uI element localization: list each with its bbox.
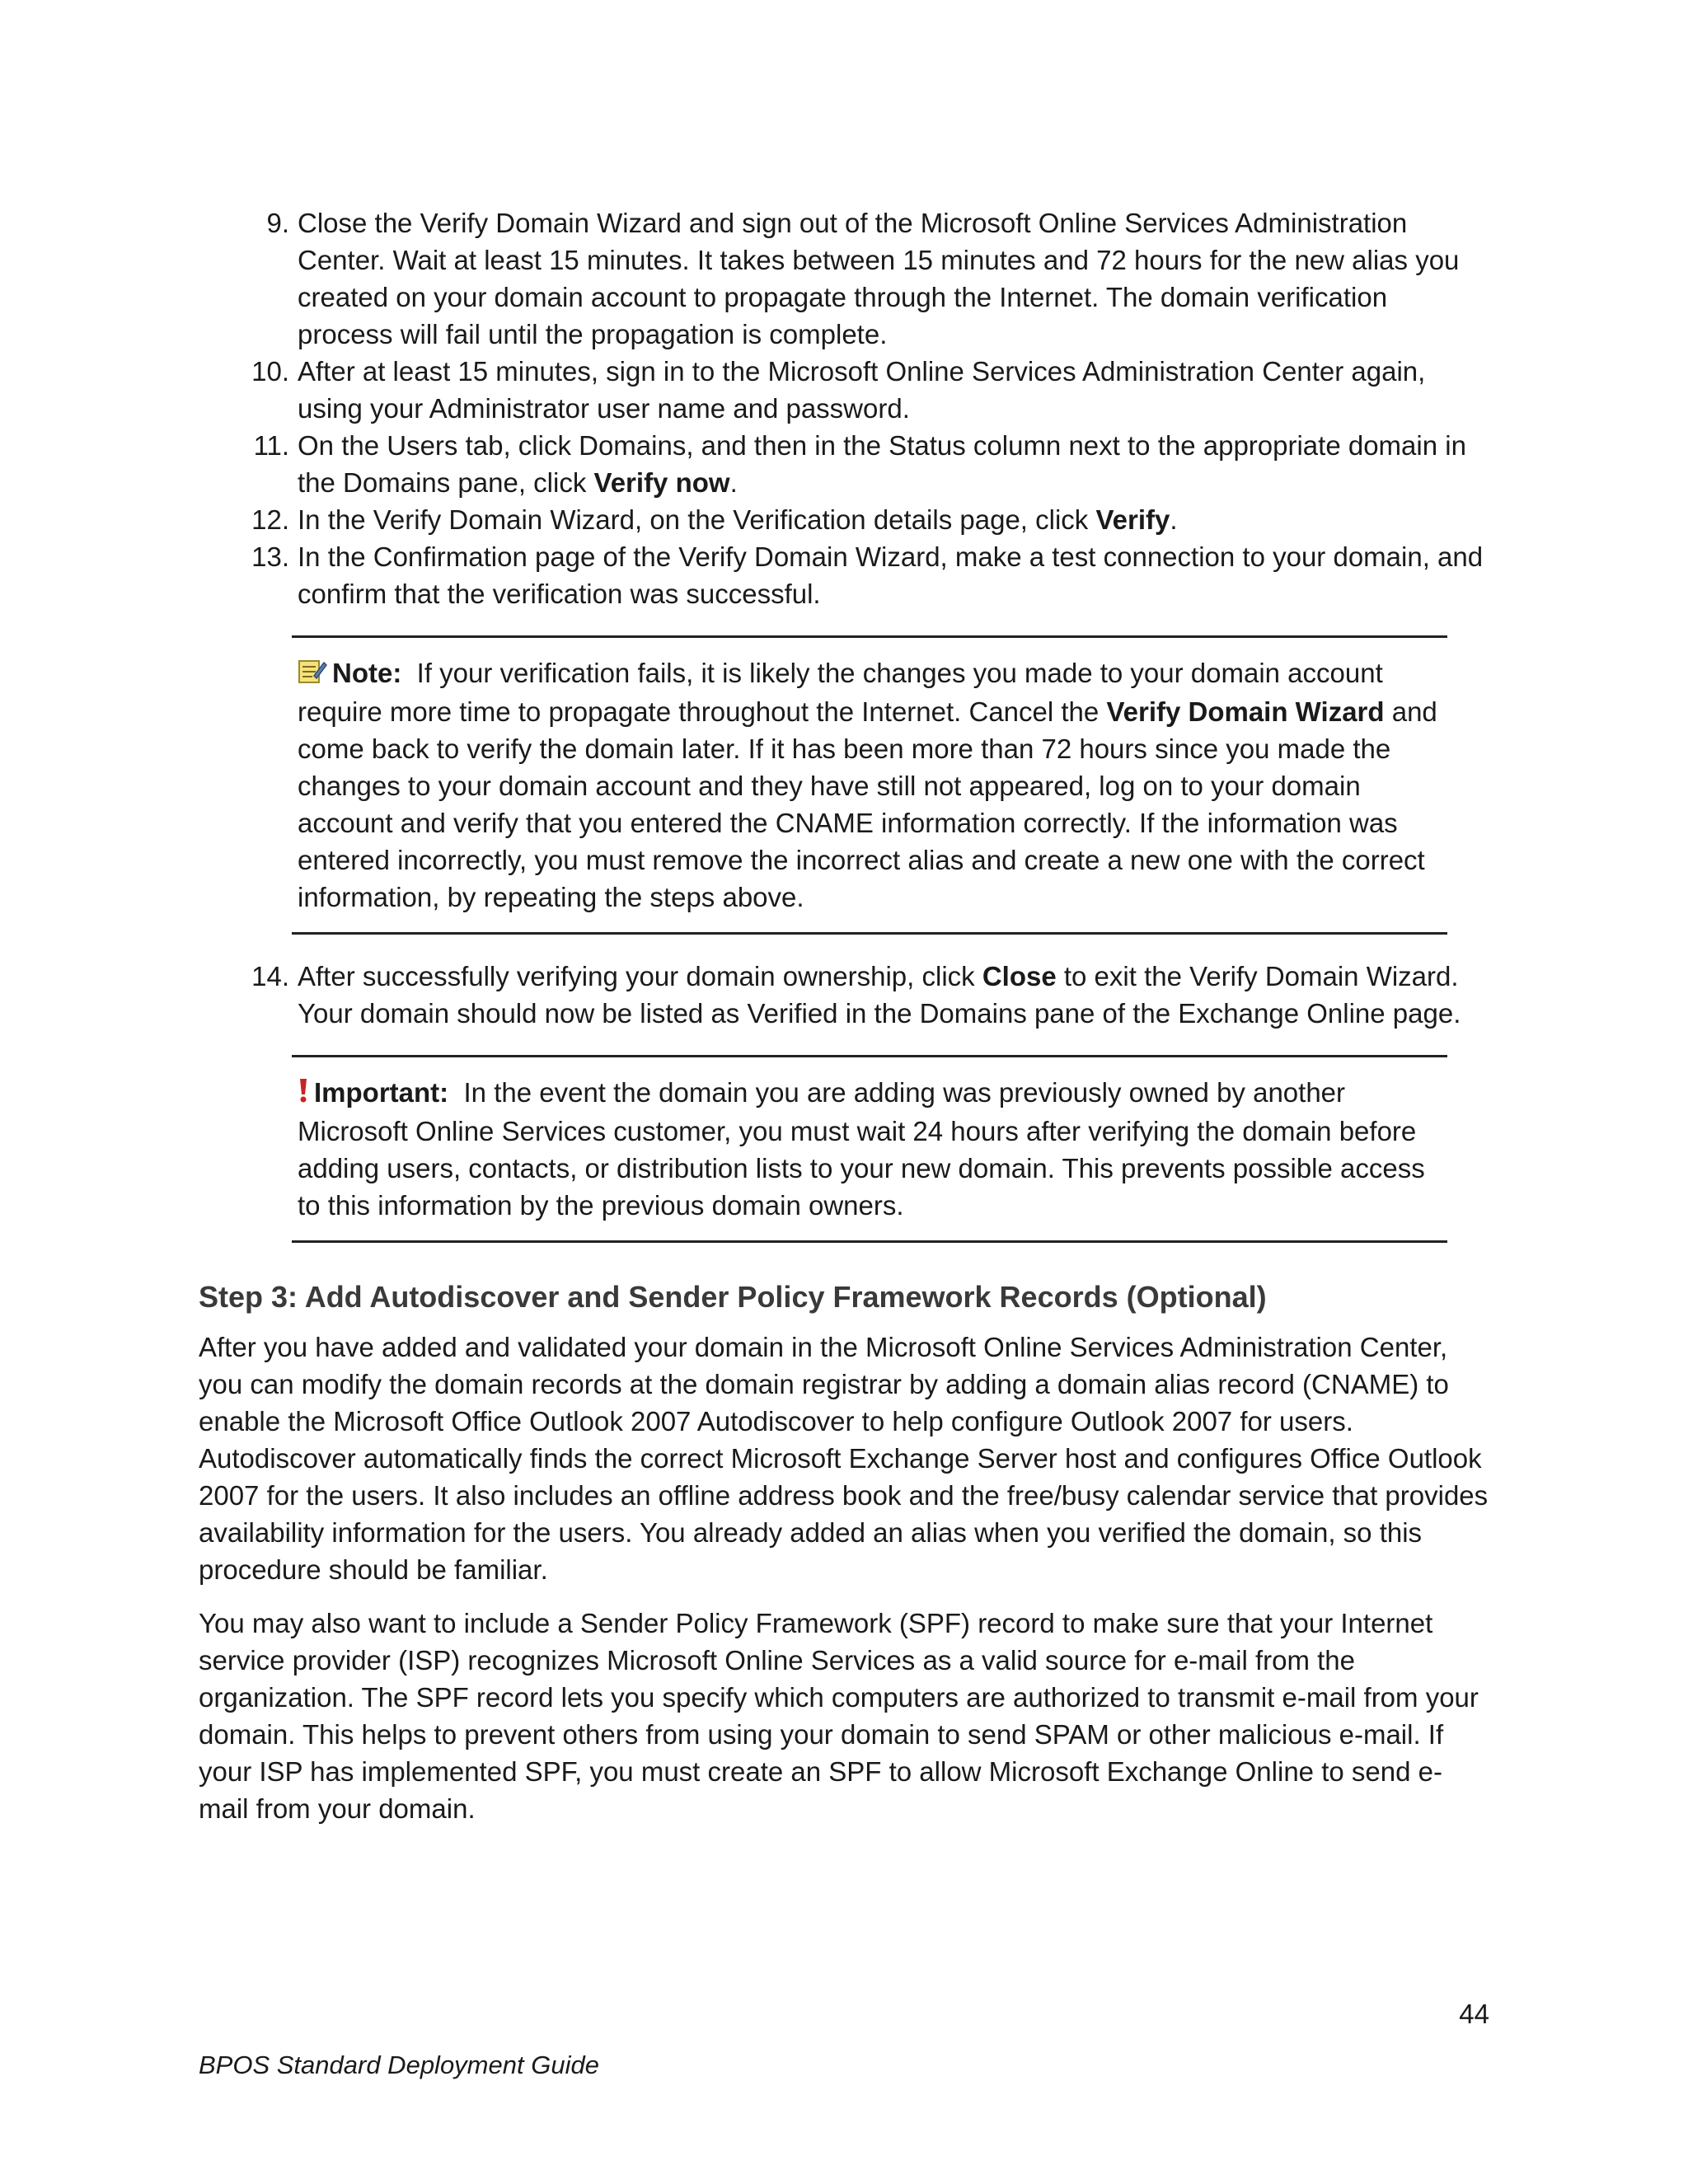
step-text-post: . — [729, 467, 738, 498]
page-number: 44 — [1459, 1999, 1489, 2029]
important-label: Important: — [314, 1077, 449, 1108]
note-icon — [298, 656, 327, 693]
step-number: 12. — [251, 504, 289, 535]
step-number: 11. — [253, 430, 289, 461]
step-number: 13. — [251, 541, 289, 572]
section-heading: Step 3: Add Autodiscover and Sender Policy Framework Records (Optional) — [199, 1280, 1267, 1314]
exclamation-icon — [298, 1076, 309, 1113]
page-content — [199, 204, 1489, 1844]
note-text-post: and come back to verify the domain later. If it has been more than 72 hours since you made the changes to your domain account and they have still not appeared, log on to your domain account and verify that you entered the CNAME information correctly. If the information was entered incorrectly, you must remove the incorrect alias and create a new one with the correct information, by repeating the steps above. — [298, 696, 1437, 912]
section-paragraph: You may also want to include a Sender Policy Framework (SPF) record to make sure that your Internet service provider (ISP) recognizes Microsoft Online Services as a valid source for e-mail from the organization. The SPF record lets you specify which computers are authorized to transmit e-mail from your domain. This helps to prevent others from using your domain to send SPAM or other malicious e-mail. If your ISP has implemented SPF, you must create an SPF to allow Microsoft Exchange Online to send e-mail from your domain. — [199, 1608, 1479, 1824]
steps-list-a — [199, 204, 1489, 612]
note-text-pre: If your verification fails, it is likely the changes you made to your domain account require more time to propagate throughout the Internet. Cancel the — [298, 658, 1383, 727]
section-paragraph: After you have added and validated your domain in the Microsoft Online Services Administration Center, you can modify the domain records at the domain registrar by adding a domain alias record (CNAME) to enable the Microsoft Office Outlook 2007 Autodiscover to help configure Outlook 2007 for users. Autodiscover automatically finds the correct Microsoft Exchange Server host and configures Office Outlook 2007 for the users. It also includes an offline address book and the free/busy calendar service that provides availability information for the users. You already added an alias when you verified the domain, so this procedure should be familiar. — [199, 1332, 1489, 1585]
footer-title: BPOS Standard Deployment Guide — [199, 2050, 599, 2079]
note-callout — [292, 635, 1447, 935]
note-text-bold: Verify Domain Wizard — [1106, 696, 1385, 727]
step-text-pre: On the Users tab, click Domains, and then in the Status column next to the appropriate domain in the Domains pane, click — [298, 430, 1466, 498]
list-item-step-14 — [199, 958, 1489, 1032]
important-callout — [292, 1055, 1447, 1243]
step-text-bold: Close — [982, 961, 1057, 991]
step-text: In the Confirmation page of the Verify Domain Wizard, make a test connection to your domain, and confirm that the verification was successful. — [298, 541, 1484, 609]
step-text-bold: Verify — [1095, 504, 1170, 535]
list-item-step-10 — [199, 353, 1489, 427]
step-text-pre: In the Verify Domain Wizard, on the Verification details page, click — [298, 504, 1096, 535]
step-text-bold: Verify now — [593, 467, 730, 498]
list-item-step-11 — [199, 427, 1489, 501]
important-text: In the event the domain you are adding was previously owned by another Microsoft Online Services customer, you must wait 24 hours after verifying the domain before adding users, contacts, or distribution lists to your new domain. This prevents possible access to this information by the previous domain owners. — [298, 1077, 1425, 1221]
note-label: Note: — [332, 658, 402, 688]
steps-list-b — [199, 958, 1489, 1032]
step-text: After at least 15 minutes, sign in to the Microsoft Online Services Administration Center again, using your Administrator user name and password. — [298, 356, 1426, 424]
step-number: 10. — [251, 356, 289, 387]
step-text: Close the Verify Domain Wizard and sign out of the Microsoft Online Services Administration Center. Wait at least 15 minutes. It takes between 15 minutes and 72 hours for the new alias you created on your domain account to propagate through the Internet. The domain verification process will fail until the propagation is complete. — [298, 208, 1460, 349]
step-number: 9. — [266, 208, 289, 238]
list-item-step-9 — [199, 204, 1489, 353]
step-number: 14. — [251, 961, 289, 991]
step-text-post: to exit the Verify Domain Wizard. Your domain should now be listed as Verified in the Domains pane of the Exchange Online page. — [298, 961, 1461, 1029]
list-item-step-12 — [199, 501, 1489, 538]
step-text-post: . — [1170, 504, 1178, 535]
step-text-pre: After successfully verifying your domain ownership, click — [298, 961, 982, 991]
list-item-step-13 — [199, 538, 1489, 612]
